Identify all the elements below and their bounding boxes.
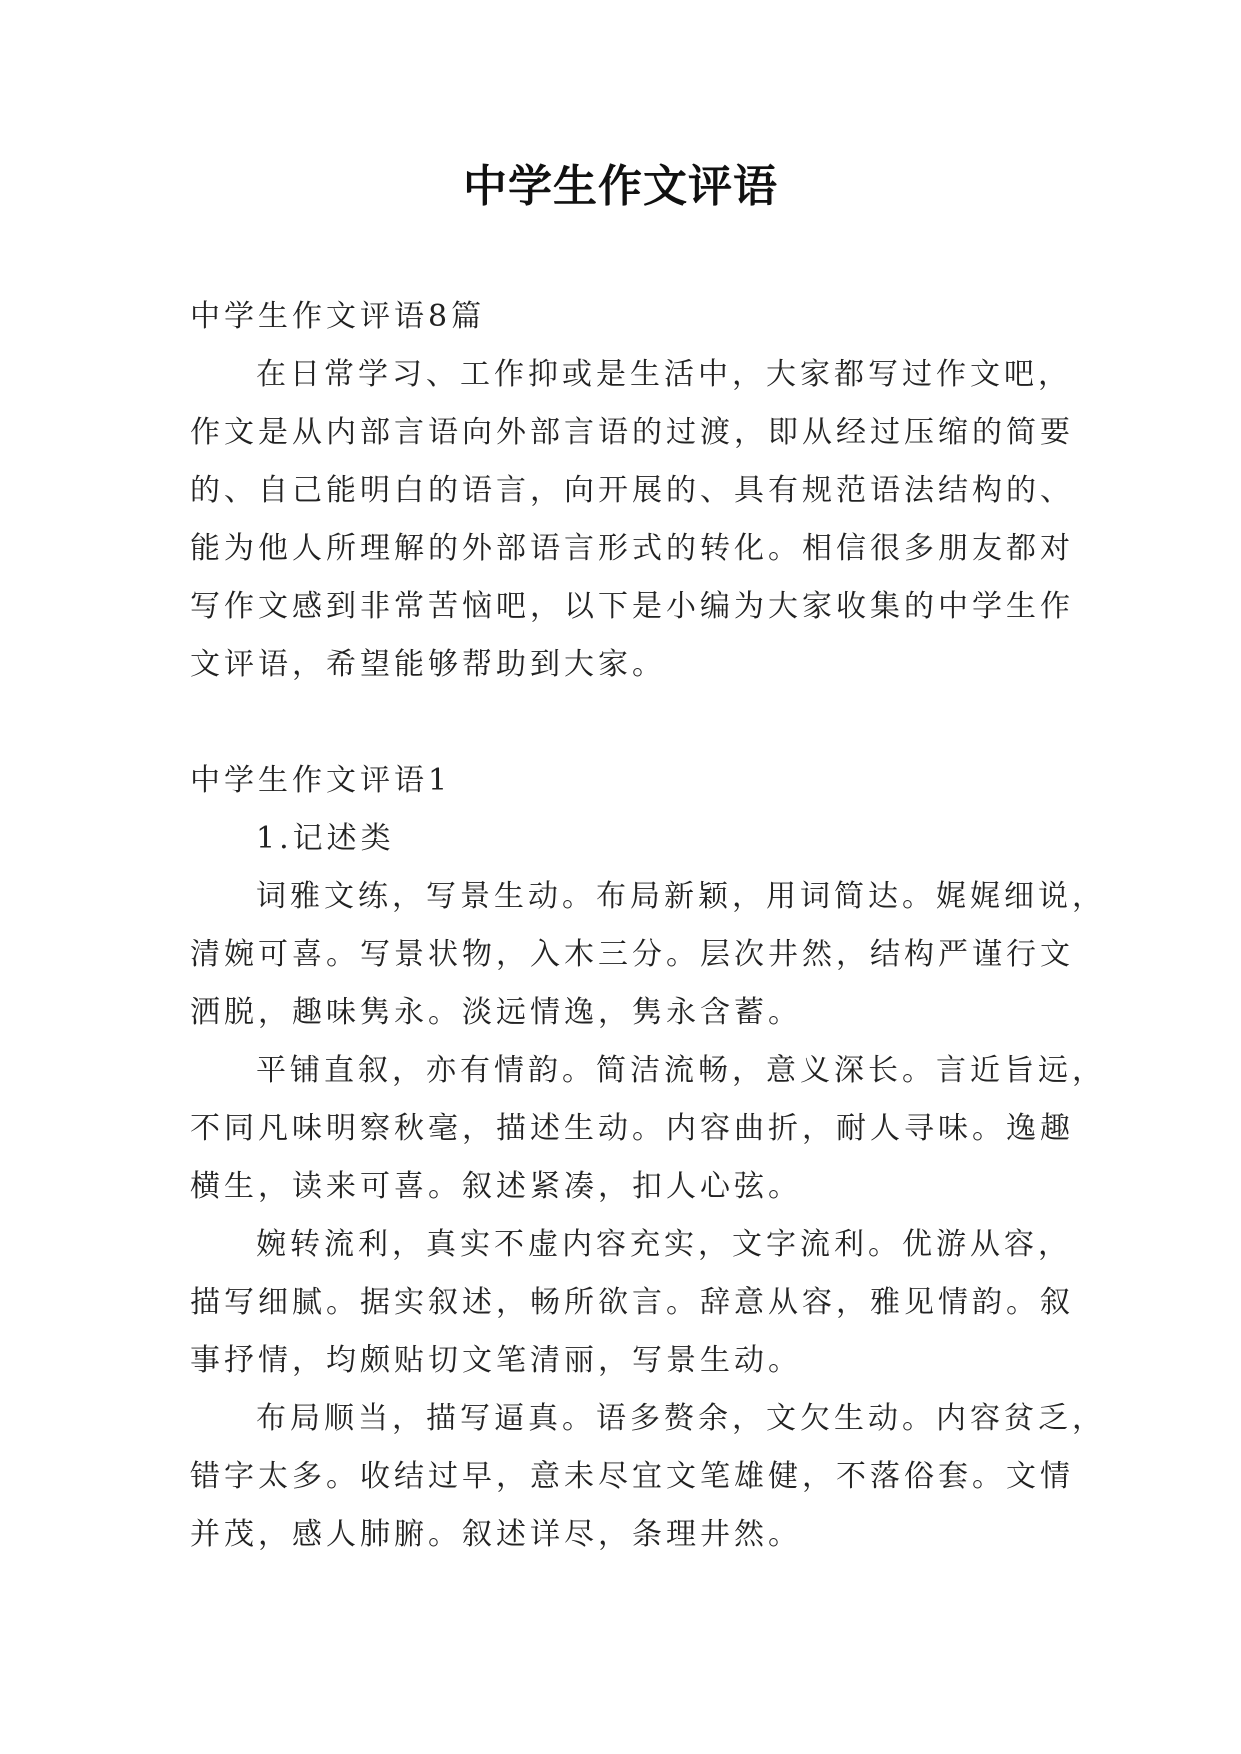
document-body	[190, 288, 1106, 1564]
comment-paragraph	[190, 868, 1106, 1042]
comment-line: 词雅文练，写景生动。布局新颖，用词简达。娓娓细说，	[256, 879, 1106, 914]
category-label: 1.记述类	[256, 821, 395, 856]
comment-line: 不同凡味明察秋毫，描述生动。内容曲折，耐人寻味。逸趣	[190, 1111, 1074, 1146]
comment-line: 横生，读来可喜。叙述紧凑，扣人心弦。	[190, 1169, 802, 1204]
document-title: 中学生作文评语	[463, 161, 778, 212]
document-subtitle: 中学生作文评语8篇	[190, 299, 486, 334]
comment-line: 平铺直叙，亦有情韵。简洁流畅，意义深长。言近旨远，	[256, 1053, 1106, 1088]
intro-line: 能为他人所理解的外部语言形式的转化。相信很多朋友都对	[190, 531, 1074, 566]
comment-line: 描写细腻。据实叙述，畅所欲言。辞意从容，雅见情韵。叙	[190, 1285, 1074, 1320]
comment-line: 布局顺当，描写逼真。语多赘余，文欠生动。内容贫乏，	[256, 1401, 1106, 1436]
comment-paragraph	[190, 1216, 1074, 1390]
comment-line: 错字太多。收结过早，意未尽宜文笔雄健，不落俗套。文情	[190, 1459, 1074, 1494]
comment-paragraph	[190, 1042, 1106, 1216]
comment-line: 并茂，感人肺腑。叙述详尽，条理井然。	[190, 1517, 802, 1552]
comment-line: 清婉可喜。写景状物，入木三分。层次井然，结构严谨行文	[190, 937, 1074, 972]
comment-line: 事抒情，均颇贴切文笔清丽，写景生动。	[190, 1343, 802, 1378]
intro-line: 写作文感到非常苦恼吧，以下是小编为大家收集的中学生作	[190, 589, 1074, 624]
intro-line: 的、自己能明白的语言，向开展的、具有规范语法结构的、	[190, 473, 1074, 508]
intro-line: 文评语，希望能够帮助到大家。	[190, 647, 666, 682]
comment-paragraph	[190, 1390, 1106, 1564]
intro-line: 作文是从内部言语向外部言语的过渡，即从经过压缩的简要	[190, 415, 1074, 450]
comment-line: 婉转流利，真实不虚内容充实，文字流利。优游从容，	[256, 1227, 1072, 1262]
comment-line: 洒脱，趣味隽永。淡远情逸，隽永含蓄。	[190, 995, 802, 1030]
intro-paragraph	[190, 346, 1074, 694]
paragraph-spacer	[190, 694, 1070, 752]
intro-line: 在日常学习、工作抑或是生活中，大家都写过作文吧，	[256, 357, 1072, 392]
section-heading: 中学生作文评语1	[190, 763, 452, 798]
